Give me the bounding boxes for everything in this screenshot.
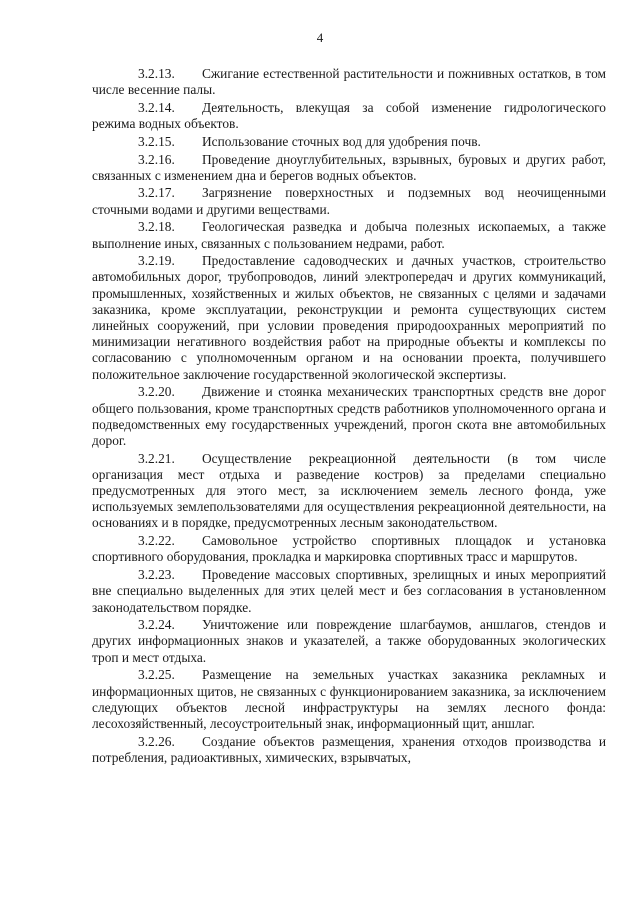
- item-number: 3.2.16.: [138, 151, 175, 167]
- item-text: Геологическая разведка и добыча полезных ископаемых, а также выполнение иных, связанных с пользованием недрами, работ.: [92, 219, 606, 251]
- item-text: Уничтожение или повреждение шлагбаумов, аншлагов, стендов и других информационных знаков и указателей, а также оборудованных экологических троп и мест отдыха.: [92, 617, 606, 665]
- item-number: 3.2.18.: [138, 219, 175, 235]
- item-text: Самовольное устройство спортивных площадок и установка спортивного оборудования, прокладка и маркировка спортивных трасс и маршрутов.: [92, 533, 606, 565]
- item-number: 3.2.19.: [138, 253, 175, 269]
- item-number: 3.2.26.: [138, 733, 175, 749]
- item-text: Осуществление рекреационной деятельности (в том числе организация мест отдыха и разведение костров) за пределами специально предусмотренных для этого мест, за исключением земель лесного фонда, уже используемых землепользователями для осуществления рекреационной деятельности, на основаниях и в порядке, предусмотренных лесным законодательством.: [92, 450, 606, 531]
- list-item: [92, 451, 606, 532]
- item-text: Проведение дноуглубительных, взрывных, буровых и других работ, связанных с изменением дна и берегов водных объектов.: [92, 151, 606, 183]
- list-item: [92, 253, 606, 383]
- item-text: Загрязнение поверхностных и подземных вод неочищенными сточными водами и другими веществами.: [92, 185, 606, 217]
- list-item: [92, 533, 606, 565]
- item-text: Создание объектов размещения, хранения отходов производства и потребления, радиоактивных, химических, взрывчатых,: [92, 733, 606, 765]
- list-item: [92, 134, 606, 150]
- document-body: [92, 66, 606, 768]
- item-number: 3.2.14.: [138, 99, 175, 115]
- list-item: [92, 617, 606, 666]
- item-number: 3.2.25.: [138, 667, 175, 683]
- item-text: Движение и стоянка механических транспортных средств вне дорог общего пользования, кроме транспортных средств работников уполномоченного органа и подведомственных ему государственных учреждений, прогон скота вне автомобильных дорог.: [92, 384, 606, 448]
- item-text: Деятельность, влекущая за собой изменение гидрологического режима водных объектов.: [92, 99, 606, 132]
- item-number: 3.2.17.: [138, 185, 175, 201]
- list-item: [92, 100, 606, 132]
- item-number: 3.2.22.: [138, 533, 175, 549]
- item-number: 3.2.21.: [138, 450, 175, 466]
- list-item: [92, 152, 606, 184]
- page-number: 4: [316, 30, 324, 45]
- list-item: [92, 66, 606, 98]
- list-item: [92, 185, 606, 217]
- item-number: 3.2.13.: [138, 66, 175, 81]
- item-number: 3.2.24.: [138, 617, 175, 633]
- item-text: Проведение массовых спортивных, зрелищных и иных мероприятий вне специально выделенных для этих целей мест и без согласования в установленном законодательством порядке.: [92, 567, 606, 615]
- item-text: Размещение на земельных участках заказника рекламных и информационных щитов, не связанных с функционированием заказника, за исключением следующих объектов лесной инфраструктуры на землях лесного фонда: лесохозяйственный, лесоустроительный знак, информационный щит, аншлаг.: [92, 667, 606, 731]
- item-text: Сжигание естественной растительности и пожнивных остатков, в том числе весенние палы.: [92, 66, 606, 98]
- item-number: 3.2.15.: [138, 133, 175, 149]
- item-text: Предоставление садоводческих и дачных участков, строительство автомобильных дорог, трубопроводов, линий электропередач и других коммуникаций, промышленных, хозяйственных и жилых объектов, не связанных с целями и задачами заказника, кроме эксплуатации, реконструкции и ремонта существующих систем линейных сооружений, при условии проведения природоохранных мероприятий по минимизации негативного воздействия работ на природные объекты и комплексы по согласованию с уполномоченным органом и на основании проекта, получившего положительное заключение государственной экологической экспертизы.: [92, 253, 606, 382]
- list-item: [92, 567, 606, 616]
- list-item: [92, 219, 606, 251]
- list-item: [92, 667, 606, 732]
- item-number: 3.2.23.: [138, 567, 175, 583]
- list-item: [92, 734, 606, 766]
- list-item: [92, 384, 606, 449]
- item-text: Использование сточных вод для удобрения почв.: [202, 133, 481, 149]
- item-number: 3.2.20.: [138, 384, 175, 400]
